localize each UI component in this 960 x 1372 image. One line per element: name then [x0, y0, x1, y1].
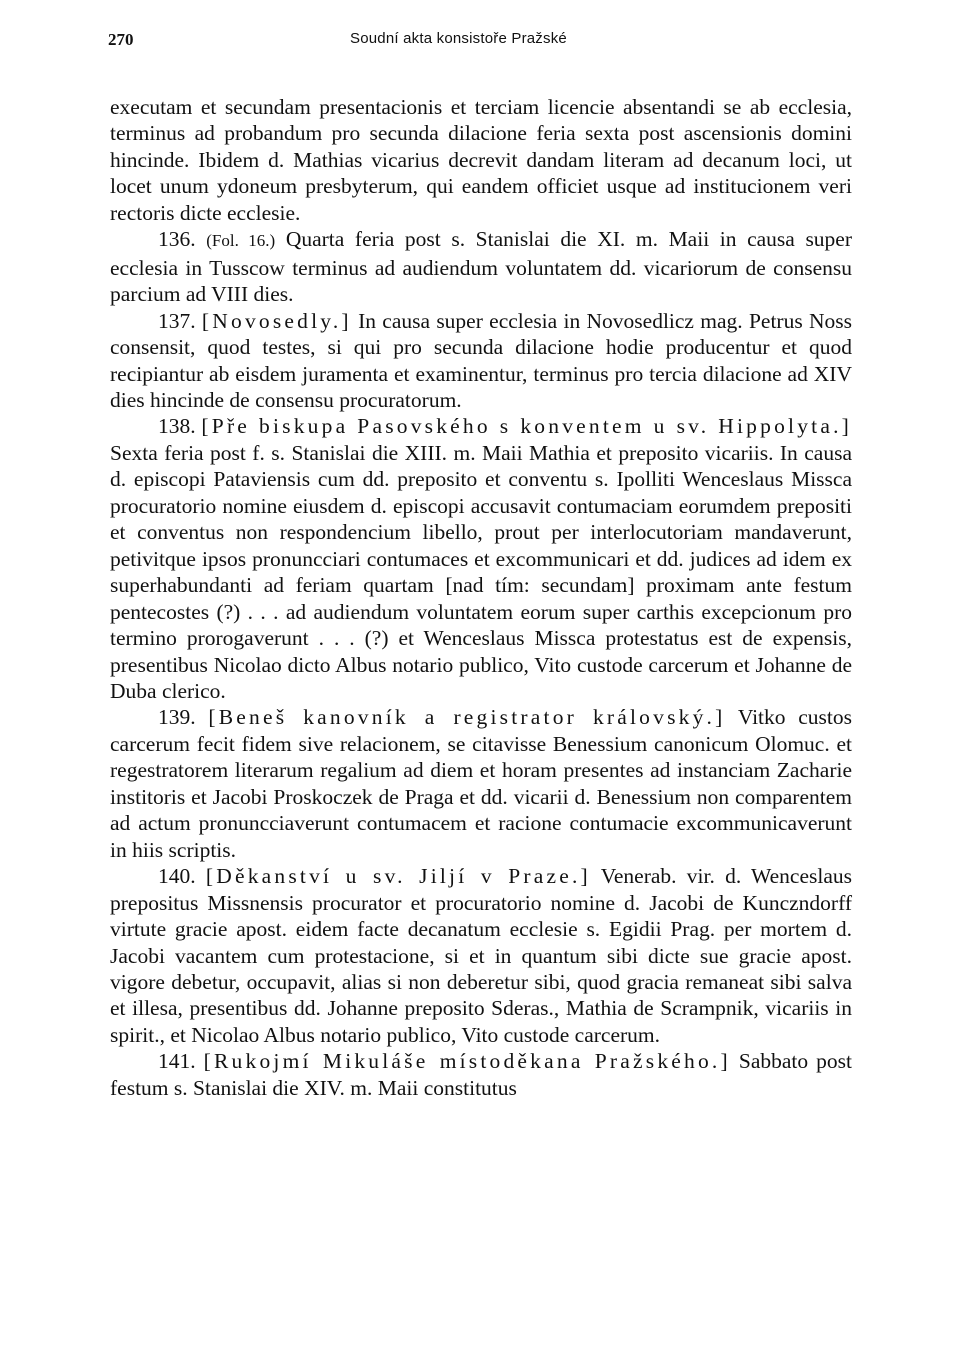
entry-137: [110, 308, 852, 414]
entry-number: 139.: [158, 705, 196, 730]
entry-text: Vitko custos carcerum fecit fidem sive relacionem, se citavisse Benessium canonicum Olomuc. et regestratorem literarum regalium ad diem et horam presentes ad instanciam Zacharie institoris et Jacobi Proskoczek de Praga et dd. vicarii d. Benessium non comparentem ad actum pronuncciaverunt contumacem et racione contumacie excommunicaverunt in hiis scriptis.: [110, 705, 853, 862]
intro-paragraph: executam et secundam presentacionis et terciam licencie absentandi se ab ecclesia, terminus ad probandum pro secunda dilacione feria sexta post ascensionis domini hincinde. Ibidem d. Mathias vicarius decrevit dandam literam ad decanum loci, ut locet unum ydoneum presbyterum, qui eandem officiet usque ad institucionem veri rectoris dicte ecclesie.: [110, 95, 852, 225]
entry-140: [110, 863, 852, 1048]
entry-title: [Novosedly.]: [201, 308, 352, 333]
entry-text: Sexta feria post f. s. Stanislai die XIII. m. Maii Mathia et preposito vicariis. In causa d. episcopi Pataviensis cum dd. preposito et conventu s. Ipolliti Wenceslaus Missca procuratorio nomine eiusdem d. episcopi accusavit contumaciam eorumdem prepositi et conventus non respondencium libello, prout per interlocutoriam mandaverunt, petivitque ipsos pronuncciari contumaces et excommunicari et dd. judices ad idem ex superhabundanti ad feriam quartam [nad tím: secundam] proximam ante festum pentecostes (?) . . . ad audiendum voluntatem eorum super carthis excepcionum pro termino prorogaverunt . . . (?) et Wenceslaus Missca protestatus est de expensis, presentibus Nicolao dicto Albus notario publico, Vito custode carcerum et Johanne de Duba clerico.: [110, 440, 852, 703]
running-title: Soudní akta konsistoře Pražské: [350, 30, 567, 47]
entry-text: Venerab. vir. d. Wenceslaus prepositus Missnensis procurator et procuratorio nomine d. Jacobi de Kunczndorff virtute gracie apost. eidem facte decanatum ecclesie s. Egidii Prag. per mortem d. Jacobi vacantem cum protestacione, si et in quantum sibi dicte sue gracie apost. vigore debetur, occupavit, alias si non deberetur sibi, quod gracia remaneat sibi salva et illesa, presentibus dd. Johanne preposito Sderas., Mathia de Scrampnik, vicariis in spirit., et Nicolao Albus notario publico, Vito custode carcerum.: [110, 864, 852, 1047]
entry-136: [110, 226, 852, 307]
entry-text: Sabbato post festum s. Stanislai die XIV. m. Maii constitutus: [110, 1049, 853, 1100]
entry-title: [Pře biskupa Pasovského s konventem u sv. Hippolyta.]: [201, 414, 853, 439]
page-number: 270: [108, 30, 134, 49]
entry-number: 140.: [158, 864, 196, 889]
entry-number: 138.: [158, 414, 196, 439]
entry-141: [110, 1048, 852, 1101]
entry-text: In causa super ecclesia in Novosedlicz mag. Petrus Noss consensit, quod testes, si qui pro secunda dilacione hodie producentur et quod recipiantur ab eisdem juramenta et examinentur, terminus pro tercia dilacione ad XIV dies hincinde de consensu procuratorum.: [110, 308, 852, 412]
page-header: [110, 30, 852, 66]
entry-title: [Rukojmí Mikuláše místoděkana Pražského.]: [203, 1049, 731, 1074]
document-page: [110, 30, 852, 1101]
folio-reference: (Fol. 16.): [206, 231, 276, 251]
entry-title: [Děkanství u sv. Jiljí v Praze.]: [205, 864, 591, 889]
entry-number: 141.: [158, 1049, 196, 1074]
page-body: [110, 94, 852, 1101]
entry-number: 137.: [158, 308, 196, 333]
entry-number: 136.: [158, 227, 196, 252]
entry-138: [110, 413, 852, 704]
entry-139: [110, 704, 852, 863]
entry-text: Quarta feria post s. Stanislai die XI. m. Maii in causa super ecclesia in Tusscow terminus ad audiendum voluntatem dd. vicariorum de consensu parcium ad VIII dies.: [110, 227, 853, 307]
entry-title: [Beneš kanovník a registrator královský.]: [208, 705, 726, 730]
